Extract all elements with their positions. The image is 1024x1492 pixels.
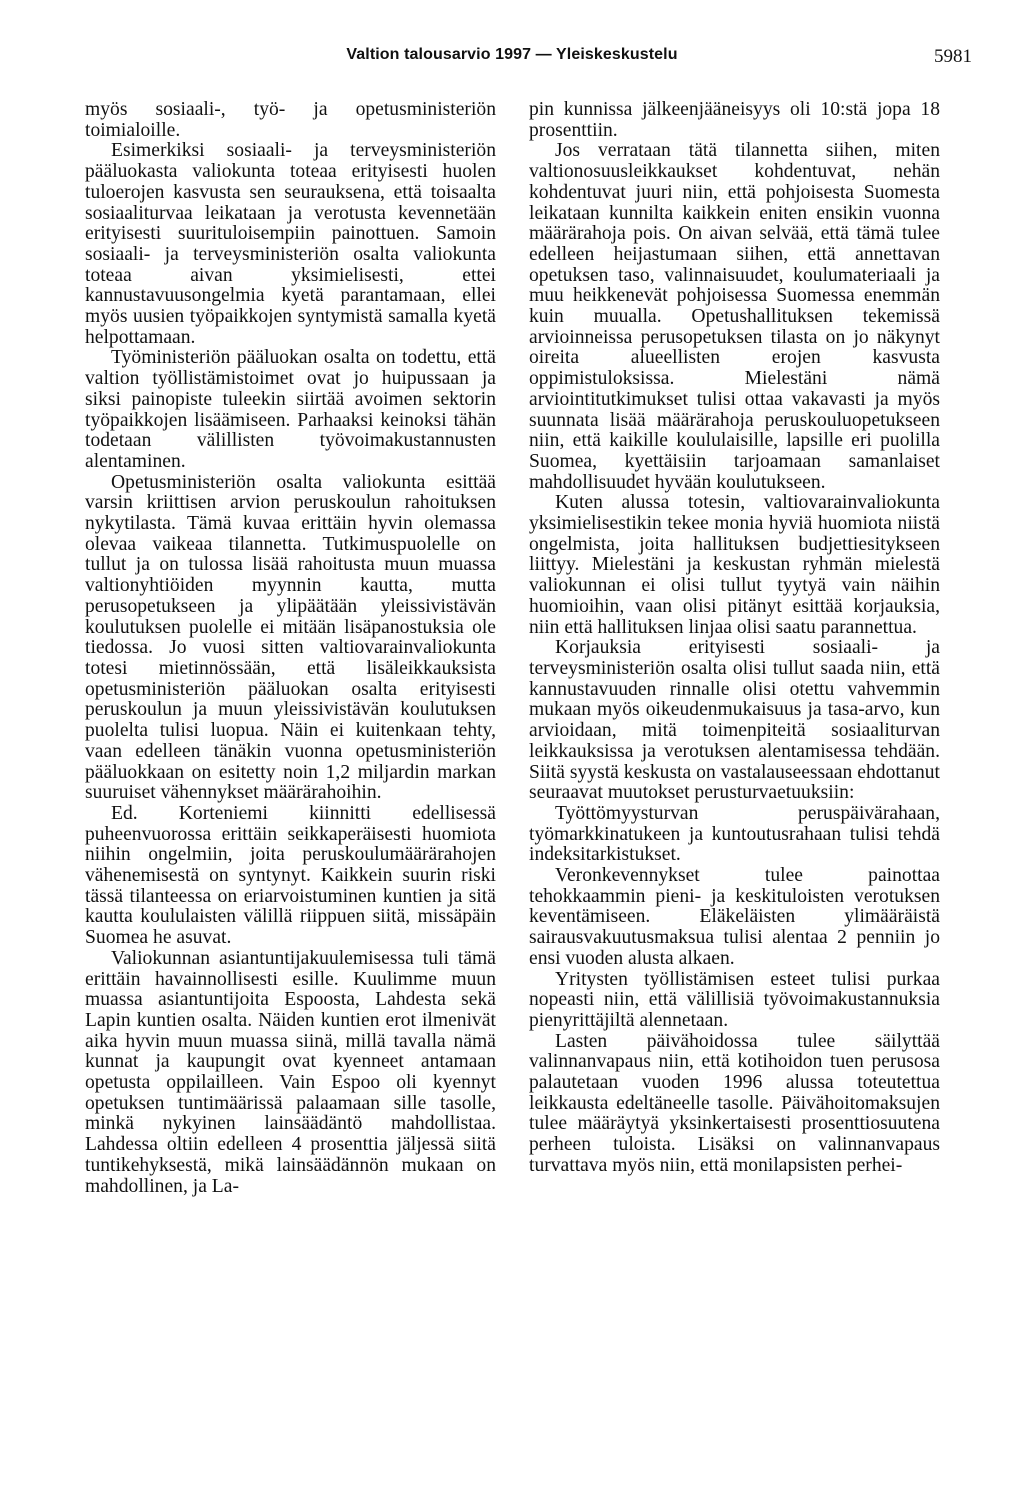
paragraph: Jos verrataan tätä tilannetta siihen, miten valtionosuusleikkaukset kohdentuvat, nehän kohdentuvat juuri niin, että pohjoisesta Suomesta leikataan kunnilta kaikkein eniten ensikin vuonna määrärahoja pois. On aivan selvää, että tämä tulee edelleen heijastumaan siihen, että annettavan opetuksen taso, valinnaisuudet, koulumateriaali ja muu heikkenevät pohjoisessa Suomessa enemmän kuin muualla. Opetushallituksen tekemissä arvioinneissa perusopetuksen tilasta on jo näkynyt oireita alueellisten erojen kasvusta oppimistuloksissa. Mielestäni nämä arviointitutkimukset tulisi ottaa vakavasti ja myös suunnata lisää määrärahoja peruskouluopetukseen niin, että kaikille koululaisille, lapsille eri puolilla Suomea, kyettäisiin tarjoamaan samanlaiset mahdollisuudet hyvään koulutukseen. (529, 140, 940, 493)
paragraph: myös sosiaali-, työ- ja opetusministeriön toimialoille. (85, 99, 496, 141)
paragraph: Korjauksia erityisesti sosiaali- ja terveysministeriön osalta olisi tullut saada niin, että kannustavuuden rinnalle olisi otettu vahvemmin mukaan myös oikeudenmukaisuus ja tasa-arvo, kun arvioidaan, mitä toimenpiteitä sosiaaliturvan leikkauksissa ja verotuksen alentamisessa tehdään. Siitä syystä keskusta on vastalauseessaan ehdottanut seuraavat muutokset perusturvaetuuksiin: (529, 637, 940, 804)
paragraph: Esimerkiksi sosiaali- ja terveysministeriön pääluokasta valiokunta toteaa erityisesti huolen tuloerojen kasvusta sen seurauksena, että toisaalta sosiaaliturvaa leikataan ja verotusta kevennetään erityisesti suurituloisempiin painottuen. Samoin sosiaali- ja terveysministeriön osalta valiokunta toteaa aivan yksimielisesti, ettei kannustavuusongelmia kyetä parantamaan, ellei myös uusien työpaikkojen syntymistä samalla kyetä helpottamaan. (85, 140, 496, 348)
page-header (0, 40, 1024, 70)
right-column (529, 100, 940, 1177)
paragraph: pin kunnissa jälkeenjääneisyys oli 10:stä jopa 18 prosenttiin. (529, 99, 940, 141)
running-title: Valtion talousarvio 1997 — Yleiskeskustelu (346, 46, 678, 63)
paragraph: Valiokunnan asiantuntijakuulemisessa tuli tämä erittäin havainnollisesti esille. Kuulimme muun muassa asiantuntijoita Espoosta, Lahdesta sekä Lapin kuntien osalta. Näiden kuntien erot ilmenivät aika hyvin muun muassa siinä, millä tavalla nämä kunnat ja kaupungit ovat kyenneet antamaan opetusta oppilailleen. Vain Espoo oli kyennyt opetuksen tuntimäärissä palaamaan sille tasolle, minkä nykyinen lainsäädäntö mahdollistaa. Lahdessa oltiin edelleen 4 prosenttia jäljessä siitä tuntikehyksestä, mikä lainsäädännön mukaan on mahdollinen, ja La- (85, 947, 496, 1197)
paragraph: Lasten päivähoidossa tulee säilyttää valinnanvapaus niin, että kotihoidon tuen perusosa palautetaan vuoden 1996 alussa toteutettua leikkausta edeltäneelle tasolle. Päivähoitomaksujen tulee määräytyä yksinkertaisesti prosenttiosuutena perheen tuloista. Lisäksi on valinnanvapaus turvattava myös niin, että monilapsisten perhei- (529, 1030, 940, 1176)
paragraph: Veronkevennykset tulee painottaa tehokkaammin pieni- ja keskituloisten verotuksen keventämiseen. Eläkeläisten ylimääräistä sairausvakuutusmaksua tulisi alentaa 2 penniin jo ensi vuoden alusta alkaen. (529, 865, 940, 969)
paragraph: Työttömyysturvan peruspäivärahaan, työmarkkinatukeen ja kuntoutusrahaan tulisi tehdä indeksitarkistukset. (529, 802, 940, 866)
paragraph: Opetusministeriön osalta valiokunta esittää varsin kriittisen arvion peruskoulun rahoituksen nykytilasta. Tämä kuvaa erittäin hyvin olemassa olevaa vaikeaa tilannetta. Tutkimuspuolelle on tullut ja on tulossa lisää rahoitusta muun muassa valtionyhtiöiden myynnin kautta, mutta perusopetukseen ja ylipäätään yleissivistävän koulutuksen puolelle ei mitään lisäpanostuksia ole tiedossa. Jo vuosi sitten valtiovarainvaliokunta totesi mietinnössään, että lisäleikkauksista opetusministeriön pääluokan osalta erityisesti peruskoulun ja muun yleissivistävän koulutuksen puolelta tulisi luopua. Näin ei kuitenkaan tehty, vaan edelleen tänäkin vuonna opetusministeriön pääluokkaan on esitetty noin 1,2 miljardin markan suuruiset vähennykset määrärahoihin. (85, 471, 496, 804)
paragraph: Ed. Korteniemi kiinnitti edellisessä puheenvuorossa erittäin seikkaperäisesti huomiota niihin ongelmiin, joita peruskoulumäärärahojen vähenemisestä on syntynyt. Kaikkein suurin riski tässä tilanteessa on eriarvoistuminen kuntien ja sitä kautta koululaisten välillä riippuen siitä, missäpäin Suomea he asuvat. (85, 802, 496, 949)
paragraph: Kuten alussa totesin, valtiovarainvaliokunta yksimielisestikin tekee monia hyviä huomiota niistä ongelmista, joita hallituksen budjettiesitykseen liittyy. Mielestäni ja keskustan ryhmän mielestä valiokunnan ei olisi tullut tyytyä vain näihin huomioihin, vaan olisi pitänyt esittää korjauksia, niin että hallituksen linjaa olisi saatu parannettua. (529, 492, 940, 638)
paragraph: Työministeriön pääluokan osalta on todettu, että valtion työllistämistoimet ovat jo huipussaan ja siksi painopiste tuleekin siirtää avoimen sektorin työpaikkojen lisäämiseen. Parhaaksi keinoksi tähän todetaan välillisten työvoimakustannusten alentaminen. (85, 347, 496, 472)
paragraph: Yritysten työllistämisen esteet tulisi purkaa nopeasti niin, että välillisiä työvoimakustannuksia pienyrittäjiltä alennetaan. (529, 968, 940, 1031)
left-column (85, 100, 496, 1197)
page-number: 5981 (934, 46, 972, 67)
